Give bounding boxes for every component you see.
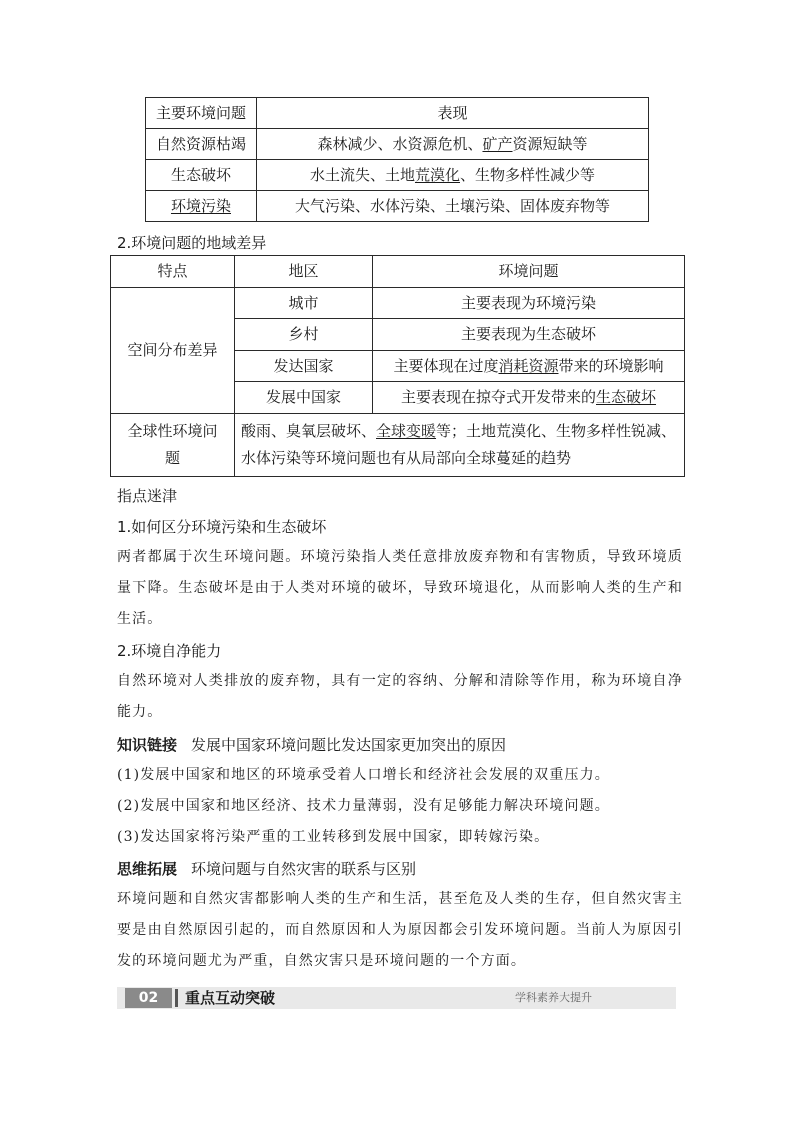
- problem-cell: [373, 382, 685, 414]
- divider: [175, 989, 178, 1007]
- environment-problems-table: [145, 97, 649, 222]
- table-header-cell: 表现: [257, 98, 649, 129]
- tips-heading: 指点迷津: [117, 487, 178, 505]
- feature-text: 全球性环境问: [127, 421, 218, 440]
- table-row: [111, 287, 685, 319]
- list-item: (1)发展中国家和地区的环境承受着人口增长和经济社会发展的双重压力。: [117, 767, 610, 783]
- problem-text: 主要体现在过度: [393, 356, 499, 375]
- desc-cell: 大气污染、水体污染、土壤污染、固体废弃物等: [257, 191, 649, 222]
- extension-title: 环境问题与自然灾害的联系与区别: [191, 860, 417, 878]
- global-issue-cell: [235, 413, 685, 476]
- table-header-row: [111, 256, 685, 288]
- desc-cell: [257, 129, 649, 160]
- problem-cell: 主要表现为生态破坏: [373, 319, 685, 351]
- tip1-title: 1.如何区分环境污染和生态破坏: [117, 518, 327, 536]
- feature-cell: [111, 413, 235, 476]
- problem-text: 带来的环境影响: [558, 356, 664, 375]
- region-cell: 城市: [235, 287, 373, 319]
- underlined-text: 全球变暖: [376, 421, 437, 440]
- section-tag: 学科素养大提升: [515, 991, 592, 1004]
- table-header-row: [146, 98, 649, 129]
- region-cell: 乡村: [235, 319, 373, 351]
- underlined-text: 环境污染: [170, 197, 231, 215]
- desc-text: 资源短缺等: [512, 135, 588, 153]
- region-cell: 发展中国家: [235, 382, 373, 414]
- region-cell: 发达国家: [235, 350, 373, 382]
- table-header-cell: 特点: [111, 256, 235, 288]
- section-title: 重点互动突破: [185, 989, 276, 1007]
- section-title: 2.环境问题的地域差异: [117, 234, 267, 252]
- problem-cell: [373, 350, 685, 382]
- underlined-text: 生态破坏: [596, 388, 657, 407]
- underlined-text: 荒漠化: [414, 166, 460, 184]
- table-row: [146, 191, 649, 222]
- knowledge-link-label: 知识链接: [117, 736, 178, 754]
- table-row: [146, 129, 649, 160]
- desc-cell: [257, 160, 649, 191]
- desc-text: 水土流失、土地: [309, 166, 415, 184]
- feature-text: 题: [164, 448, 180, 467]
- underlined-text: 消耗资源: [498, 356, 559, 375]
- issue-cell: 生态破坏: [146, 160, 257, 191]
- section-banner: [117, 987, 676, 1009]
- table-row: [111, 413, 685, 476]
- regional-differences-table: [110, 255, 685, 477]
- tip1-text: 两者都属于次生环境问题。环境污染指人类任意排放废弃物和有害物质，导致环境质量下降。生态破坏是由于人类对环境的破坏，导致环境退化，从而影响人类的生产和生活。: [117, 549, 683, 627]
- section-number: 02: [125, 988, 172, 1008]
- issue-cell: 自然资源枯竭: [146, 129, 257, 160]
- extension-text: 环境问题和自然灾害都影响人类的生产和生活，甚至危及人类的生存，但自然灾害主要是由自然原因引起的，而自然原因和人为原因都会引发环境问题。当前人为原因引发的环境问题尤为严重，自然灾害只是环境问题的一个方面。: [117, 891, 683, 969]
- extension-heading: [117, 859, 416, 879]
- issue-text: 等；土地荒漠化、生物多样性锐减、水体污染等环境问题也有从局部向全球蔓延的趋势: [241, 421, 677, 467]
- table-header-cell: 主要环境问题: [146, 98, 257, 129]
- underlined-text: 矿产: [482, 135, 513, 153]
- list-item: (3)发达国家将污染严重的工业转移到发展中国家，即转嫁污染。: [117, 829, 550, 845]
- list-item: (2)发展中国家和地区经济、技术力量薄弱，没有足够能力解决环境问题。: [117, 798, 610, 814]
- table-header-cell: 地区: [235, 256, 373, 288]
- tip2-text: 自然环境对人类排放的废弃物，具有一定的容纳、分解和清除等作用，称为环境自净能力。: [117, 673, 683, 720]
- extension-label: 思维拓展: [117, 860, 178, 878]
- tip2-title: 2.环境自净能力: [117, 642, 222, 660]
- feature-cell: 空间分布差异: [111, 287, 235, 413]
- desc-text: 森林减少、水资源危机、: [317, 135, 483, 153]
- table-header-cell: 环境问题: [373, 256, 685, 288]
- table-row: [146, 160, 649, 191]
- problem-text: 主要表现在掠夺式开发带来的: [400, 388, 596, 407]
- issue-text: 酸雨、臭氧层破坏、: [241, 421, 377, 440]
- problem-cell: 主要表现为环境污染: [373, 287, 685, 319]
- knowledge-link-title: 发展中国家环境问题比发达国家更加突出的原因: [191, 736, 507, 754]
- knowledge-link-heading: [117, 735, 506, 755]
- issue-cell: [146, 191, 257, 222]
- desc-text: 、生物多样性减少等: [460, 166, 596, 184]
